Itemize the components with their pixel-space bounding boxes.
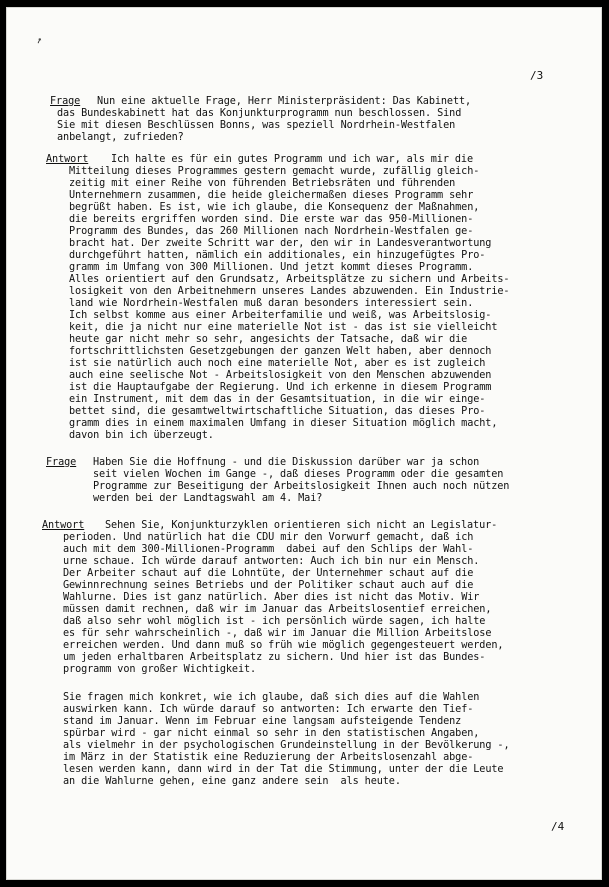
text-line: programm von großer Wichtigkeit. (63, 664, 257, 675)
text-line: die bereits ergriffen worden sind. Die erste war das 950-Millionen- (69, 214, 474, 225)
text-line: Ich selbst komme aus einer Arbeiterfamilie und weiß, was Arbeitslosig- (69, 310, 492, 321)
speaker-label: Antwort (46, 154, 89, 165)
text-line: erreichen werden. Und dann muß so früh wie möglich gegengesteuert werden, (63, 640, 504, 651)
text-line: davon bin ich überzeugt. (69, 430, 214, 441)
text-line: auswirken kann. Ich würde darauf so antworten: Ich erwarte den Tief- (63, 704, 474, 715)
text-line: anbelangt, zufrieden? (57, 132, 184, 143)
text-line: das Bundeskabinett hat das Konjunkturprogramm nun beschlossen. Sind (57, 108, 462, 119)
text-line: Sehen Sie, Konjunkturzyklen orientieren sich nicht an Legislatur- (105, 520, 498, 531)
speaker-label: Antwort (42, 520, 85, 531)
speaker-label: Frage (46, 457, 77, 468)
text-line: gramm dies in einem maximalen Umfang in dieser Situation möglich macht, (69, 418, 498, 429)
text-line: zeitig mit einer Reihe von führenden Betriebsräten und führenden (69, 178, 456, 189)
text-line: ein Instrument, mit dem das in der Gesamtsituation, in die wir einge- (69, 394, 486, 405)
text-line: Haben Sie die Hoffnung - und die Diskussion darüber war ja schon (93, 457, 480, 468)
text-line: Nun eine aktuelle Frage, Herr Ministerpräsident: Das Kabinett, (97, 96, 472, 107)
text-line: auch eine seelische Not - Arbeitslosigkeit von den Menschen abzuwenden (69, 370, 492, 381)
text-line: bracht hat. Der zweite Schritt war der, den wir in Landesverantwortung (69, 238, 492, 249)
text-line: Programm des Bundes, das 260 Millionen nach Nordrhein-Westfalen ge- (69, 226, 474, 237)
text-line: Wahlurne. Dies ist ganz natürlich. Aber dies ist nicht das Motiv. Wir (63, 592, 480, 603)
text-line: land wie Nordrhein-Westfalen muß daran besonders interessiert sein. (69, 298, 474, 309)
text-line: keit, die ja nicht nur eine materielle Not ist - das ist sie vielleicht (69, 322, 498, 333)
text-line: ist die Hauptaufgabe der Regierung. Und ich erkenne in diesem Programm (69, 382, 492, 393)
text-line: werden bei der Landtagswahl am 4. Mai? (93, 493, 323, 504)
text-line: heute gar nicht mehr so sehr, angesichts der Tatsache, daß wir die (69, 334, 468, 345)
text-line: stand im Januar. Wenn im Februar eine langsam aufsteigende Tendenz (63, 716, 462, 727)
text-line: seit vielen Wochen im Gange -, daß dieses Programm oder die gesamten (93, 469, 504, 480)
text-line: Gewinnrechnung seines Betriebs und der Politiker schaut auch auf die (63, 580, 474, 591)
text-line: um jeden erhaltbaren Arbeitsplatz zu sichern. Und hier ist das Bundes- (63, 652, 486, 663)
text-line: Alles orientiert auf den Grundsatz, Arbeitsplätze zu sichern und Arbeits- (69, 274, 510, 285)
text-line: Sie mit diesen Beschlüssen Bonns, was speziell Nordrhein-Westfalen (57, 120, 456, 131)
text-line: durchgeführt hatten, nämlich ein additionales, ein hinzugefügtes Pro- (69, 250, 486, 261)
text-line: urne schaue. Ich würde darauf antworten: Auch ich bin nur ein Mensch. (63, 556, 480, 567)
text-line: es für sehr wahrscheinlich -, daß wir im Januar die Million Arbeitslose (63, 628, 492, 639)
text-line: Unternehmern zusammen, die heide gleichermaßen dieses Programm sehr (69, 190, 474, 201)
text-line: gramm im Umfang von 300 Millionen. Und jetzt kommt dieses Programm. (69, 262, 474, 273)
text-line: auch mit dem 300-Millionen-Programm dabei auf den Schlips der Wahl- (63, 544, 474, 555)
text-line: ist sie natürlich auch noch eine materielle Not, aber es ist zugleich (69, 358, 486, 369)
text-line: lesen werden kann, dann wird in der Tat die Stimmung, unter der die Leute (63, 764, 504, 775)
text-line: perioden. Und natürlich hat die CDU mir den Vorwurf gemacht, daß ich (63, 532, 474, 543)
text-line: Sie fragen mich konkret, wie ich glaube, daß sich dies auf die Wahlen (63, 692, 480, 703)
text-line: müssen damit rechnen, daß wir im Januar das Arbeitslosentief erreichen, (63, 604, 492, 615)
text-line: Der Arbeiter schaut auf die Lohntüte, der Unternehmer schaut auf die (63, 568, 474, 579)
text-line: bettet sind, die gesamtweltwirtschaftliche Situation, das dieses Pro- (69, 406, 486, 417)
text-line: fortschrittlichsten Gesetzgebungen der ganzen Welt haben, aber dennoch (69, 346, 492, 357)
text-line: Mitteilung dieses Programmes gestern gemacht wurde, zufällig gleich- (69, 166, 480, 177)
text-line: spürbar wird - gar nicht einmal so sehr in den statistischen Angaben, (63, 728, 480, 739)
text-line: losigkeit von den Arbeitnehmern unseres Landes abzuwenden. Ein Industrie- (69, 286, 510, 297)
corner-mark: ↗ (34, 34, 44, 47)
page-number-top: /3 (530, 69, 544, 82)
text-line: daß also sehr wohl möglich ist - ich persönlich würde sagen, ich halte (63, 616, 486, 627)
text-line: als vielmehr in der psychologischen Grundeinstellung in der Bevölkerung -, (63, 740, 510, 751)
text-line: an die Wahlurne gehen, eine ganz andere sein als heute. (63, 776, 401, 787)
text-line: Ich halte es für ein gutes Programm und ich war, als mir die (111, 154, 474, 165)
speaker-label: Frage (50, 96, 81, 107)
text-line: Programme zur Beseitigung der Arbeitslosigkeit Ihnen auch noch nützen (93, 481, 510, 492)
page-number-bottom: /4 (551, 820, 565, 833)
document-page (6, 7, 602, 880)
text-line: im März in der Statistik eine Reduzierung der Arbeitslosenzahl abge- (63, 752, 474, 763)
text-line: begrüßt haben. Es ist, wie ich glaube, die Konsequenz der Maßnahmen, (69, 202, 480, 213)
